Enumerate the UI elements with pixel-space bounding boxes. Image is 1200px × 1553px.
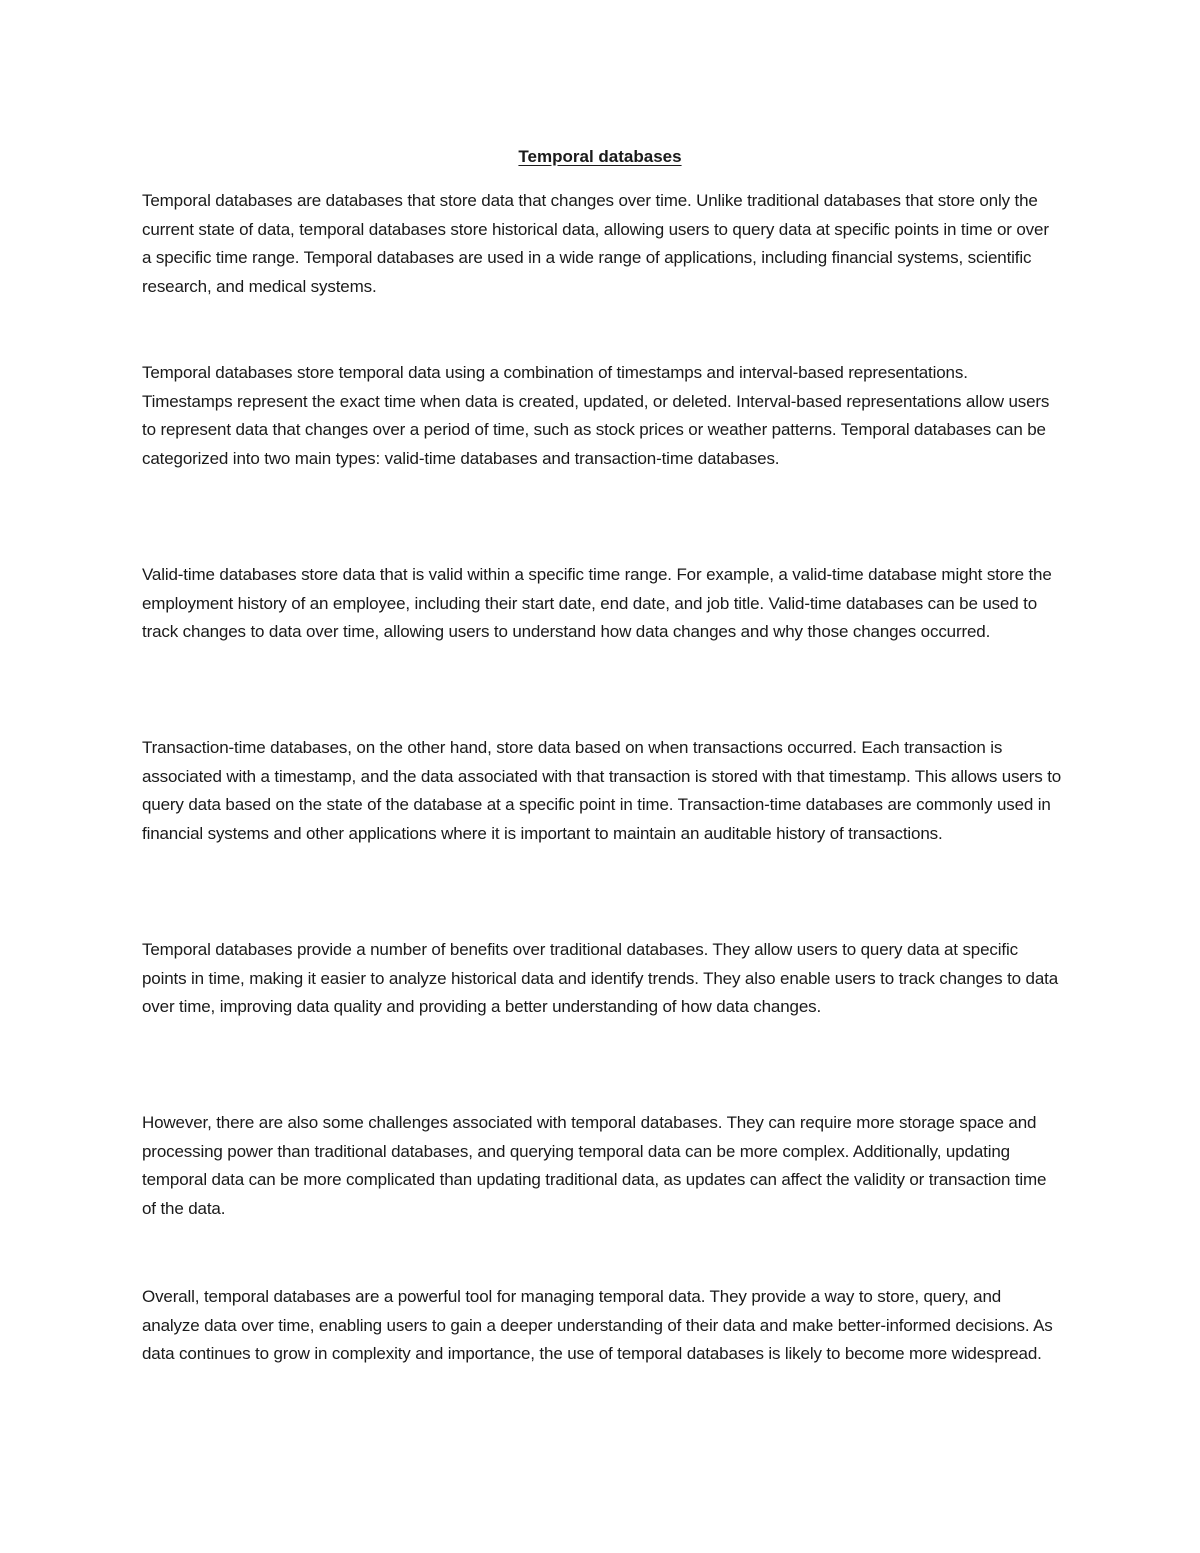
paragraph-benefits: Temporal databases provide a number of benefits over traditional databases. They allow users to query data at specific points in time, making it easier to analyze historical data and identify trends. They also enable users to track changes to data over time, improving data quality and providing a better understanding of how data changes. bbox=[142, 940, 1059, 1017]
paragraph-transaction-time: Transaction-time databases, on the other hand, store data based on when transactions occurred. Each transaction is associated with a timestamp, and the data associated with that transaction is stored with that timestamp. This allows users to query data based on the state of the database at a specific point in time. Transaction-time databases are commonly used in financial systems and other applications where it is important to maintain an auditable history of transactions. bbox=[142, 738, 1062, 843]
paragraph-introduction: Temporal databases are databases that store data that changes over time. Unlike traditional databases that store only the current state of data, temporal databases store historical data, allowing users to query data at specific points in time or over a specific time range. Temporal databases are used in a wide range of applications, including financial systems, scientific research, and medical systems. bbox=[142, 191, 1049, 296]
document-title: Temporal databases bbox=[518, 147, 682, 166]
paragraph-challenges: However, there are also some challenges associated with temporal databases. They can require more storage space and processing power than traditional databases, and querying temporal data can be more complex. Additionally, updating temporal data can be more complicated than updating traditional data, as updates can affect the validity or transaction time of the data. bbox=[142, 1113, 1047, 1218]
paragraph-conclusion: Overall, temporal databases are a powerful tool for managing temporal data. They provide a way to store, query, and analyze data over time, enabling users to gain a deeper understanding of their data and make better-informed decisions. As data continues to grow in complexity and importance, the use of temporal databases is likely to become more widespread. bbox=[142, 1287, 1053, 1364]
paragraph-storage-methods: Temporal databases store temporal data using a combination of timestamps and interval-based representations. Timestamps represent the exact time when data is created, updated, or deleted. Interval-based representations allow users to represent data that changes over a period of time, such as stock prices or weather patterns. Temporal databases can be categorized into two main types: valid-time databases and transaction-time databases. bbox=[142, 363, 1050, 468]
paragraph-valid-time: Valid-time databases store data that is valid within a specific time range. For example, a valid-time database might store the employment history of an employee, including their start date, end date, and job title. Valid-time databases can be used to track changes to data over time, allowing users to understand how data changes and why those changes occurred. bbox=[142, 565, 1052, 642]
